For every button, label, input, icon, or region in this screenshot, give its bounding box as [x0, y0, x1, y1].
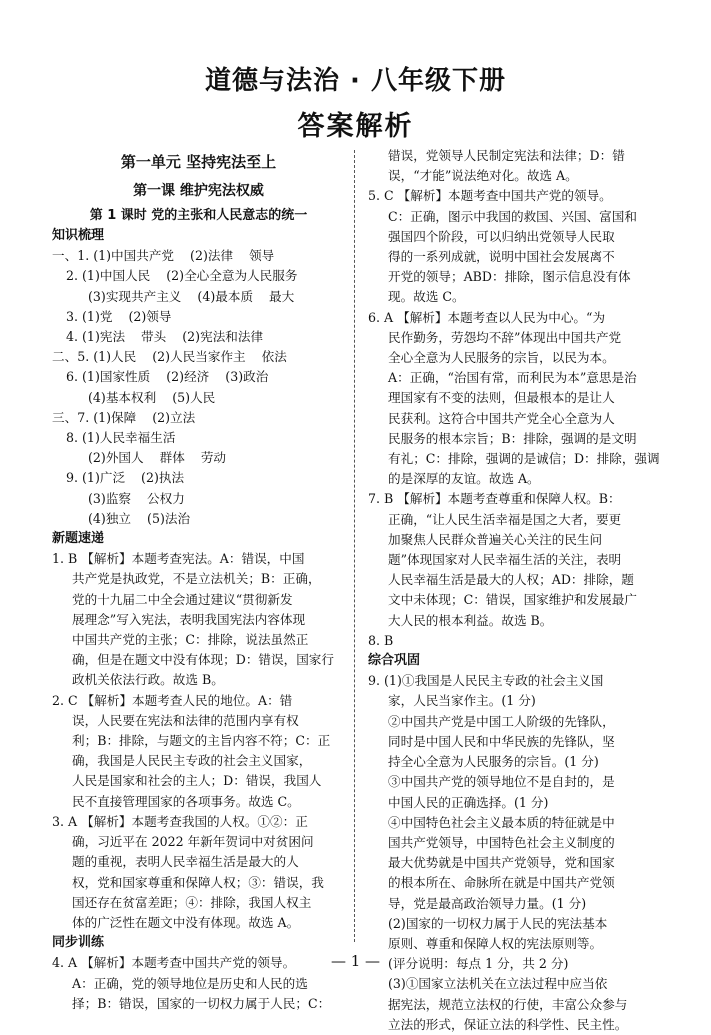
page-number: — 1 — — [330, 952, 381, 970]
text-line: 持全心全意为人民服务的宗旨。(1 分) — [388, 754, 599, 770]
text-line: (评分说明：每点 1 分，共 2 分) — [388, 956, 569, 972]
text-line: C：正确，图示中我国的救国、兴国、富国和 — [388, 208, 637, 224]
text-line: (4)基本权利 (5)人民 — [88, 389, 216, 405]
text-line: 正确，“让人民生活幸福是国之大者，要更 — [388, 511, 622, 527]
text-line: (3)监察 公权力 — [88, 490, 185, 506]
period-title: 第 1 课时 党的主张和人民意志的统一 — [89, 208, 308, 223]
unit-title: 第一单元 坚持宪法至上 — [120, 153, 277, 171]
text-line: 同时是中国人民和中华民族的先锋队，坚 — [388, 733, 615, 749]
text-line: 共产党是执政党，不是立法机关；B：正确， — [72, 571, 321, 587]
text-line: 三、7. (1)保障 (2)立法 — [52, 409, 196, 425]
knowledge-list — [52, 246, 345, 529]
text-line: 2. (1)中国人民 (2)全心全意为人民服务 — [66, 268, 298, 284]
text-line: 最大优势就是中国共产党领导，党和国家 — [388, 855, 615, 871]
text-line: (2)国家的一切权力属于人民的宪法基本 — [388, 915, 608, 931]
text-line: 开党的领导；ABD：排除，图示信息没有体 — [388, 269, 631, 285]
text-line: 加聚焦人民群众普遍关心关注的民生问 — [388, 531, 603, 547]
text-line: 2. C 【解析】本题考查人民的地位。A：错 — [52, 692, 293, 708]
text-line: 确，但是在题文中没有体现；D：错误，国家行 — [72, 652, 334, 668]
text-line: 得的一系列成就，说明中国社会发展离不 — [388, 249, 615, 265]
text-line: 有礼；C：排除，强调的是诚信；D：排除，强调 — [388, 451, 660, 467]
text-line: 民作勤务，劳怨均不辞”体现出中国共产党 — [388, 329, 622, 345]
text-line: A：正确，“治国有常，而利民为本”意思是治 — [388, 370, 637, 386]
text-line: 原则、尊重和保障人权的宪法原则等。 — [388, 935, 603, 951]
text-line: 导，党是最高政治领导力量。(1 分) — [388, 895, 587, 911]
answer-list-continued — [368, 146, 661, 651]
document-subtitle: 答案解析 — [297, 111, 414, 142]
text-line: 9. (1)广泛 (2)执法 — [66, 470, 185, 486]
text-line: 3. (1)党 (2)领导 — [66, 308, 172, 324]
text-line: 5. C 【解析】本题考查中国共产党的领导。 — [368, 188, 612, 204]
text-line: ②中国共产党是中国工人阶级的先锋队， — [388, 713, 615, 729]
text-line: 一、1. (1)中国共产党 (2)法律 领导 — [52, 248, 275, 264]
text-line: 误，“才能”说法绝对化。故选 A。 — [388, 168, 578, 184]
text-line: 文中未体现；C：错误，国家维护和发展最广 — [388, 592, 637, 608]
text-line: 确，习近平在 2022 年新年贺词中对贫困问 — [72, 834, 314, 850]
text-line: 的是深厚的友谊。故选 A。 — [388, 471, 540, 487]
text-line: 7. B 【解析】本题考查尊重和保障人权。B： — [368, 491, 621, 507]
text-line: (3)①国家立法机关在立法过程中应当依 — [388, 976, 608, 992]
text-line: 二、5. (1)人民 (2)人民当家作主 依法 — [52, 349, 287, 365]
text-line: 家，人民当家作主。(1 分) — [388, 693, 536, 709]
text-line: ③中国共产党的领导地位不是自封的，是 — [388, 774, 615, 790]
text-line: 8. B — [368, 632, 394, 648]
text-line: 展理念”写入宪法，表明我国宪法内容体现 — [72, 611, 306, 627]
text-line: 8. (1)人民幸福生活 — [66, 430, 176, 446]
text-line: 误，人民要在宪法和法律的范围内享有权 — [72, 712, 299, 728]
text-line: (2)外国人 群体 劳动 — [88, 450, 227, 466]
text-line: 民获利。这符合中国共产党全心全意为人 — [388, 410, 615, 426]
text-line: 民不直接管理国家的各项事务。故选 C。 — [72, 793, 300, 809]
text-line: 题的重视，表明人民幸福生活是最大的人 — [72, 854, 299, 870]
text-line: 国还存在贫富差距；④：排除，我国人权主 — [72, 894, 312, 910]
text-line: 4. (1)宪法 带头 (2)宪法和法律 — [66, 329, 264, 345]
text-line: 错误，党领导人民制定宪法和法律；D：错 — [388, 148, 625, 163]
text-line: 体的广泛性在题文中没有体现。故选 A。 — [72, 914, 300, 930]
text-line: 人民幸福生活是最大的人权；AD：排除，题 — [388, 572, 634, 588]
text-line: 大人民的根本利益。故选 B。 — [388, 612, 553, 628]
section-comprehensive: 综合巩固 — [368, 653, 421, 669]
document-title: 道德与法治 · 八年级下册 — [205, 66, 506, 96]
column-divider — [354, 150, 355, 942]
text-line: 民服务的根本宗旨；B：排除，强调的是文明 — [388, 430, 637, 446]
section-sync-training: 同步训练 — [52, 935, 105, 951]
text-line: 择；B：错误，国家的一切权力属于人民；C： — [72, 995, 331, 1011]
text-line: 6. A 【解析】本题考查以人民为中心。“为 — [368, 309, 606, 325]
lesson-title: 第一课 维护宪法权威 — [133, 183, 264, 199]
text-line: 政机关依法行政。故选 B。 — [72, 672, 224, 688]
text-line: 9. (1)①我国是人民民主专政的社会主义国 — [368, 673, 604, 689]
text-line: 人民是国家和社会的主人；D：错误，我国人 — [72, 773, 322, 789]
left-column — [52, 148, 345, 1014]
text-line: 理国家有不变的法则，但最根本的是让人 — [388, 390, 615, 406]
text-line: 1. B 【解析】本题考查宪法。A：错误，中国 — [52, 551, 305, 567]
text-line: 中国共产党的主张；C：排除，说法虽然正 — [72, 632, 309, 648]
text-line: 确，我国是人民民主专政的社会主义国家， — [72, 753, 312, 769]
text-line: 现。故选 C。 — [388, 289, 465, 305]
text-line: A：正确，党的领导地位是历史和人民的选 — [72, 975, 308, 991]
text-line: 强国四个阶段，可以归纳出党领导人民取 — [388, 228, 615, 244]
text-line: (4)独立 (5)法治 — [88, 510, 191, 526]
text-line: 全心全意为人民服务的宗旨，以民为本。 — [388, 350, 615, 366]
text-line: 国共产党领导，中国特色社会主义制度的 — [388, 834, 615, 850]
text-line: 据宪法，规范立法权的行使，丰富公众参与 — [388, 996, 628, 1012]
text-line: 3. A 【解析】本题考查我国的人权。①②：正 — [52, 813, 308, 829]
text-line: 6. (1)国家性质 (2)经济 (3)政治 — [66, 369, 269, 385]
text-line: ④中国特色社会主义最本质的特征就是中 — [388, 814, 615, 830]
text-line: 题”体现国家对人民幸福生活的关注，表明 — [388, 552, 622, 568]
text-line: 的根本所在、命脉所在就是中国共产党领 — [388, 875, 615, 891]
section-new-questions: 新题速递 — [52, 531, 105, 547]
new-questions-list — [52, 549, 345, 933]
text-line: (3)实现共产主义 (4)最本质 最大 — [88, 288, 295, 304]
comprehensive-list — [368, 671, 661, 1035]
text-line: 权，党和国家尊重和保障人权；③：错误，我 — [72, 874, 324, 890]
text-line: 党的十九届二中全会通过建议“贯彻新发 — [72, 591, 293, 607]
text-line: 利；B：排除，与题文的主旨内容不符；C：正 — [72, 733, 331, 749]
text-line: 中国人民的正确选择。(1 分) — [388, 794, 549, 810]
text-line: 立法的形式，保证立法的科学性、民主性。 — [388, 1016, 628, 1032]
text-line: 4. A 【解析】本题考查中国共产党的领导。 — [52, 955, 296, 971]
section-knowledge-review: 知识梳理 — [52, 228, 105, 243]
right-column — [368, 146, 661, 1035]
